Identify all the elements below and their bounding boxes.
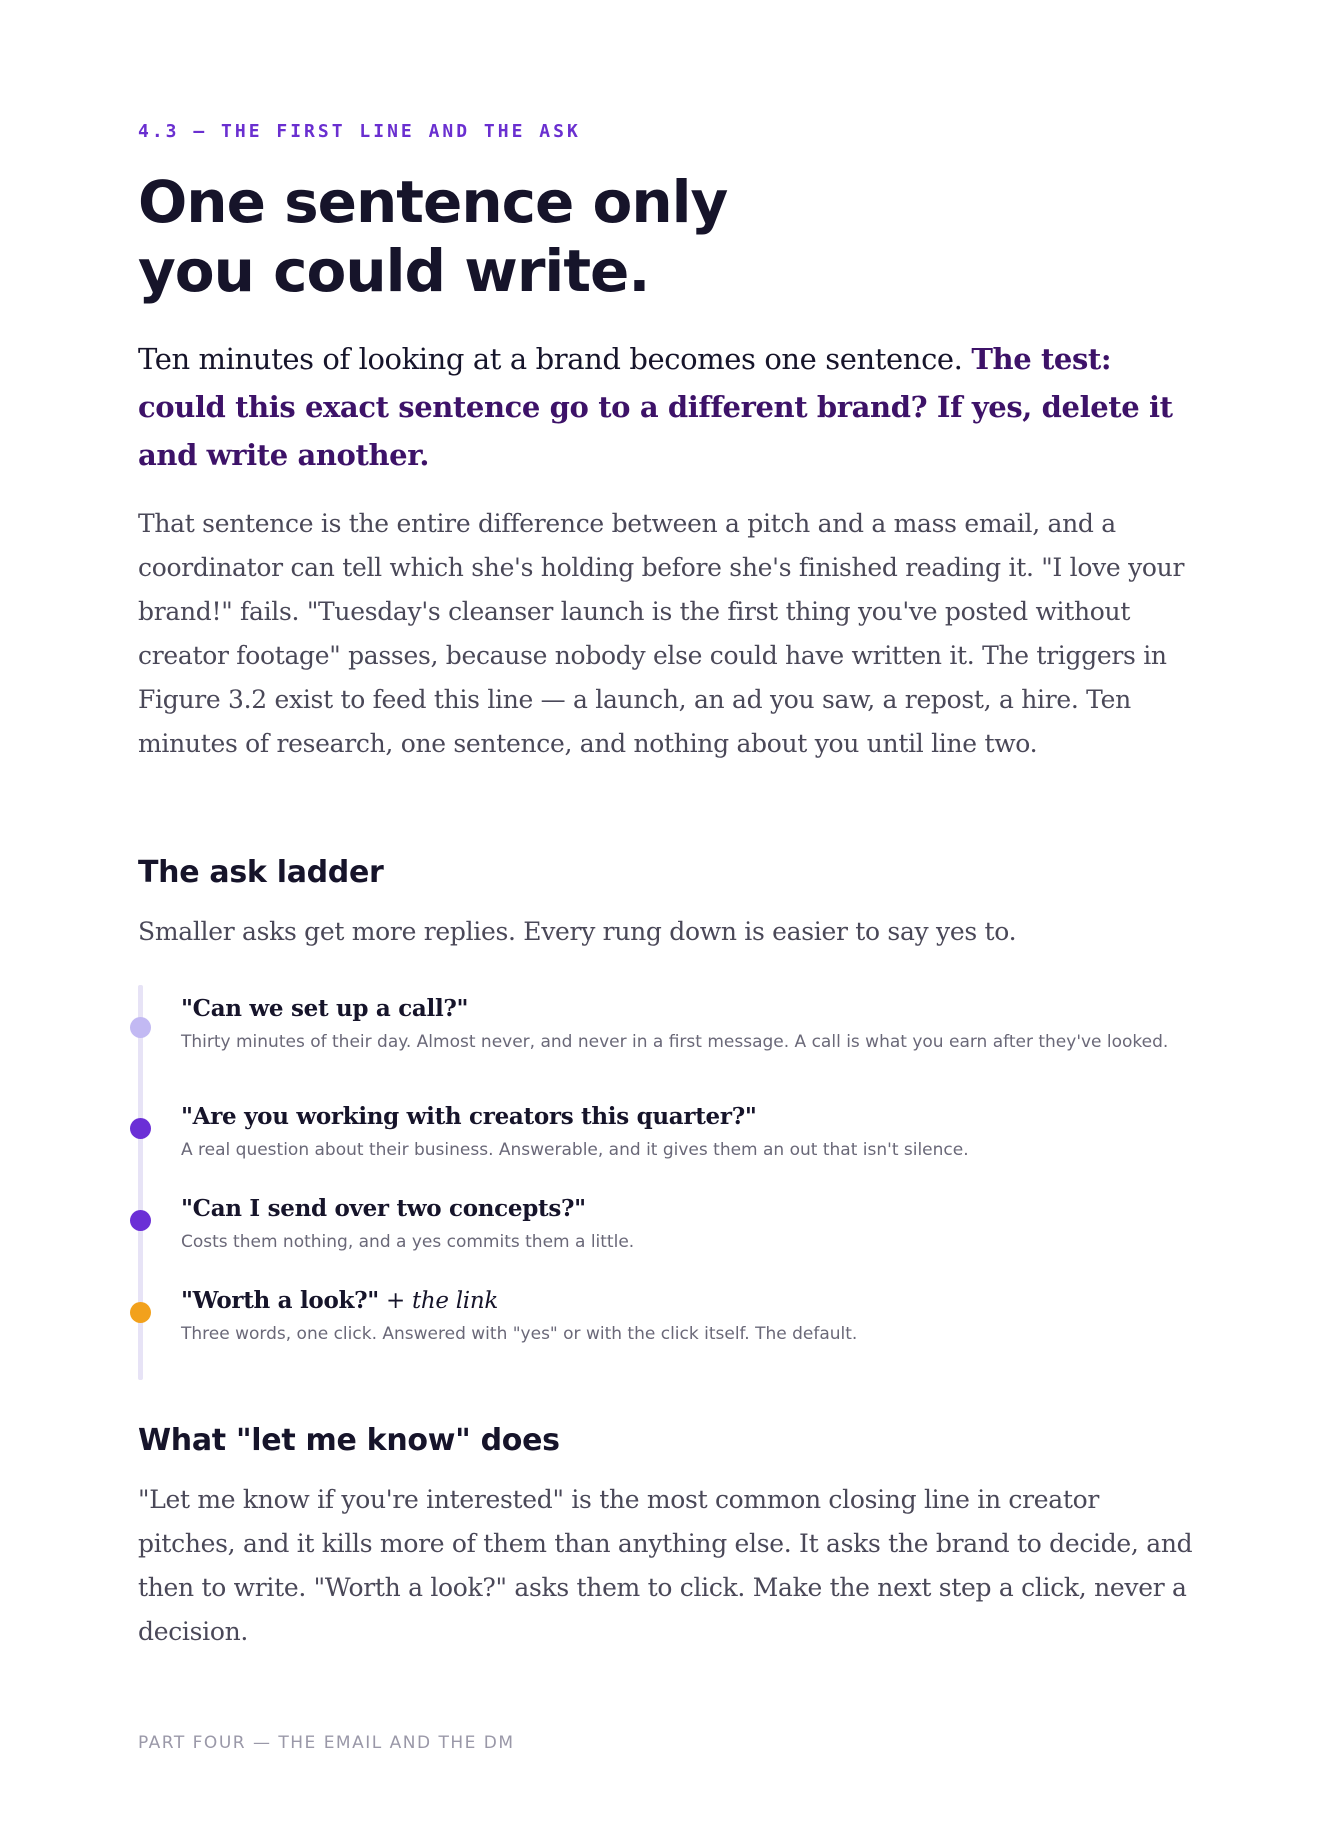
rung-dot-3 <box>130 1210 151 1231</box>
ask-ladder-heading: The ask ladder <box>138 855 384 890</box>
lede-accent-text: The test: could this exact sentence go to a different brand? If yes, delete it and write another. <box>138 342 1173 472</box>
page-footer: PART FOUR — THE EMAIL AND THE DM <box>138 1733 515 1753</box>
rung-description-3: Costs them nothing, and a yes commits them a little. <box>181 1232 635 1252</box>
rung-title-1: "Can we set up a call?" <box>181 995 469 1022</box>
rung-dot-1 <box>130 1017 151 1038</box>
rung-title-4-main: "Worth a look?" <box>181 1287 379 1314</box>
rung-title-4-suffix: + the link <box>378 1288 499 1314</box>
lede-plain-text: Ten minutes of looking at a brand becomes one sentence. <box>138 342 972 376</box>
let-me-know-heading: What "let me know" does <box>138 1423 560 1458</box>
lede-paragraph <box>138 335 1198 479</box>
let-me-know-paragraph: "Let me know if you're interested" is the most common closing line in creator pitches, and it kills more of them than anything else. It asks the brand to decide, and then to write. "Worth a look?" asks them to click. Make the next step a click, never a decision. <box>138 1485 1193 1646</box>
body-paragraph-1: That sentence is the entire difference between a pitch and a mass email, and a coordinator can tell which she's holding before she's finished reading it. "I love your brand!" fails. "Tuesday's cleanser launch is the first thing you've posted without creator footage" passes, because nobody else could have written it. The triggers in Figure 3.2 exist to feed this line — a launch, an ad you saw, a repost, a hire. Ten minutes of research, one sentence, and nothing about you until line two. <box>138 509 1185 758</box>
page-title-line-1: One sentence only <box>138 168 728 236</box>
rung-dot-4 <box>130 1302 151 1323</box>
rung-description-1: Thirty minutes of their day. Almost never, and never in a first message. A call is what you earn after they've looked. <box>181 1032 1169 1052</box>
rung-description-4: Three words, one click. Answered with "yes" or with the click itself. The default. <box>181 1324 858 1344</box>
rung-title-3: "Can I send over two concepts?" <box>181 1195 586 1222</box>
ask-ladder <box>138 985 1206 1380</box>
rung-description-2: A real question about their business. Answerable, and it gives them an out that isn't silence. <box>181 1140 969 1160</box>
page-title <box>138 168 1198 306</box>
page-title-line-2: you could write. <box>138 237 650 305</box>
rung-title-2: "Are you working with creators this quarter?" <box>181 1103 757 1130</box>
rung-dot-2 <box>130 1118 151 1139</box>
rung-title-4 <box>181 1287 498 1314</box>
ask-ladder-subtitle: Smaller asks get more replies. Every rung down is easier to say yes to. <box>138 917 1017 946</box>
section-eyebrow: 4.3 — THE FIRST LINE AND THE ASK <box>138 121 581 142</box>
